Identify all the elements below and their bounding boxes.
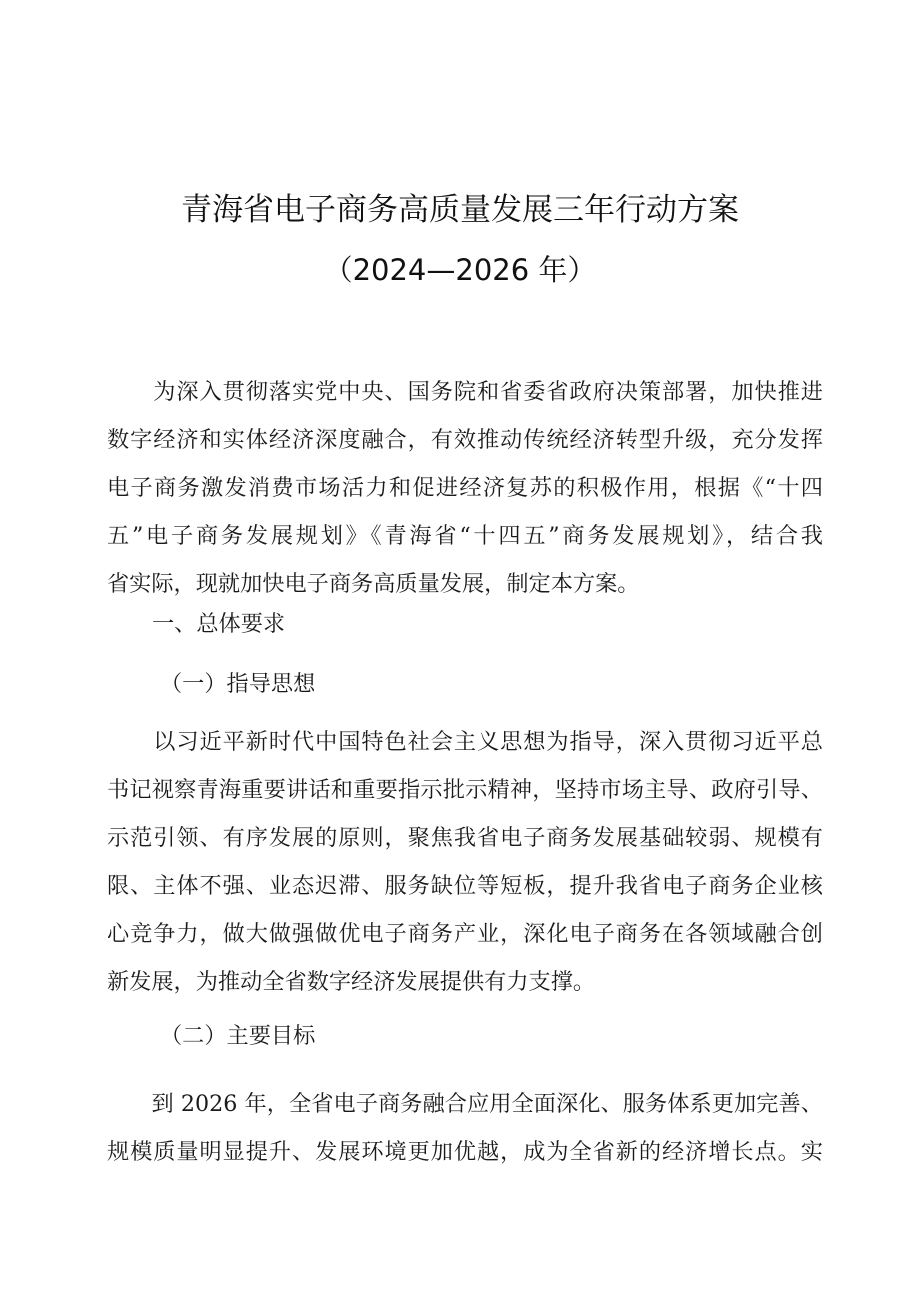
intro-line: 电子商务激发消费市场活力和促进经济复苏的积极作用，根据《“十四	[107, 475, 823, 501]
intro-line: 省实际，现就加快电子商务高质量发展，制定本方案。	[107, 571, 640, 597]
intro-line: 五”电子商务发展规划》《青海省“十四五”商务发展规划》，结合我	[107, 523, 823, 549]
goal-line: 到 2026 年，全省电子商务融合应用全面深化、服务体系更加完善、	[107, 1091, 823, 1117]
guiding-line: 以习近平新时代中国特色社会主义思想为指导，深入贯彻习近平总	[107, 729, 823, 755]
guiding-line: 新发展，为推动全省数字经济发展提供有力支撑。	[107, 969, 596, 995]
document-title: 青海省电子商务高质量发展三年行动方案	[181, 192, 739, 228]
intro-paragraph	[107, 368, 823, 608]
guiding-line: 示范引领、有序发展的原则，聚焦我省电子商务发展基础较弱、规模有	[107, 825, 823, 851]
intro-line: 为深入贯彻落实党中央、国务院和省委省政府决策部署，加快推进	[107, 379, 823, 405]
guiding-line: 书记视察青海重要讲话和重要指示批示精神，坚持市场主导、政府引导、	[107, 777, 823, 803]
guiding-line: 心竞争力，做大做强做优电子商务产业，深化电子商务在各领域融合创	[107, 921, 823, 947]
guiding-thought-paragraph	[107, 718, 823, 1006]
subsection-heading-main-goals: （二）主要目标	[160, 1023, 316, 1049]
guiding-line: 限、主体不强、业态迟滞、服务缺位等短板，提升我省电子商务企业核	[107, 873, 823, 899]
subsection-heading-guiding-thought: （一）指导思想	[160, 671, 316, 697]
goal-line: 规模质量明显提升、发展环境更加优越，成为全省新的经济增长点。实	[107, 1139, 823, 1165]
main-goals-paragraph	[107, 1080, 823, 1176]
intro-line: 数字经济和实体经济深度融合，有效推动传统经济转型升级，充分发挥	[107, 427, 823, 453]
section-heading-general-requirements: 一、总体要求	[152, 611, 286, 637]
document-subtitle: （2024—2026 年）	[323, 253, 597, 287]
